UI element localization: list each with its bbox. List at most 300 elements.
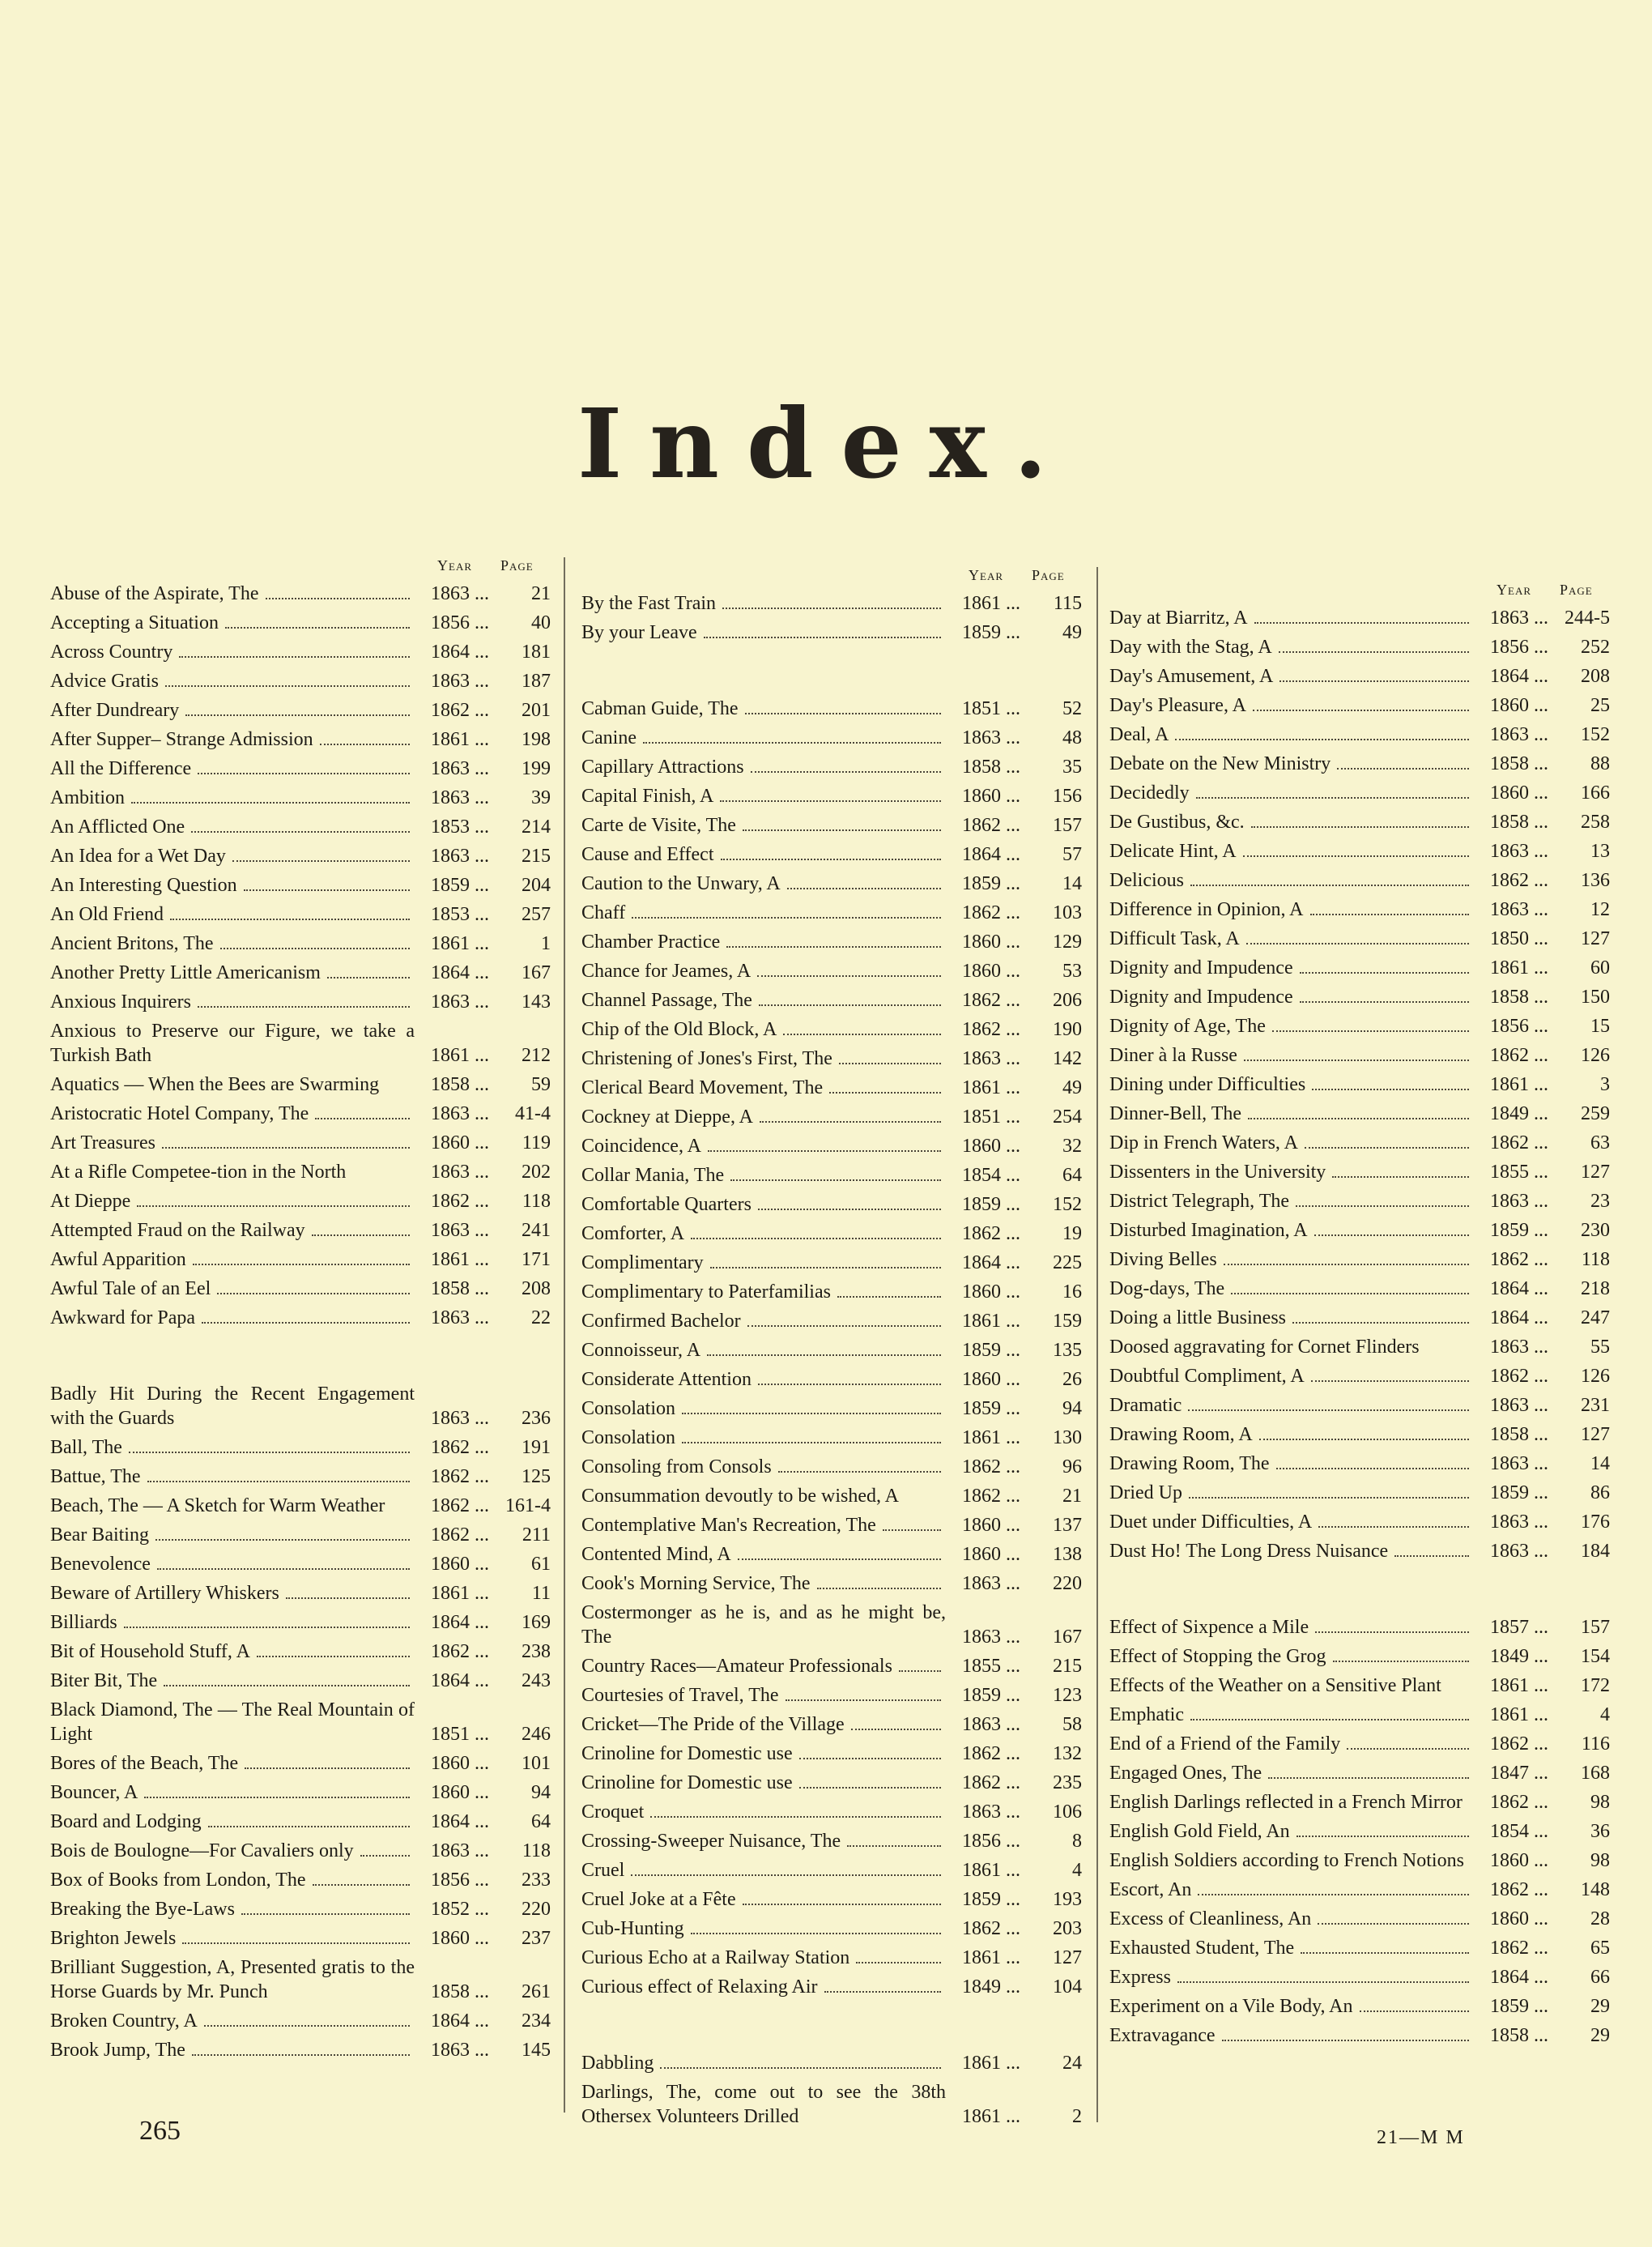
entry-page: 187 [522, 671, 551, 692]
index-entry [581, 930, 1084, 954]
dot-leader [758, 1192, 941, 1210]
entry-year: 1863 ... [1490, 1393, 1555, 1418]
entry-title: Dried Up [1109, 1482, 1182, 1503]
entry-page: 127 [1581, 1424, 1610, 1445]
index-entry [50, 1698, 552, 1746]
entry-year: 1860 ... [1490, 693, 1555, 718]
entry-label [1109, 1218, 1474, 1243]
entry-year: 1864 ... [431, 961, 496, 985]
dot-leader [286, 1581, 410, 1599]
letter-group-gap [581, 650, 1084, 697]
entry-year: 1859 ... [962, 1338, 1027, 1362]
entry-title: Complimentary [581, 1252, 704, 1273]
index-entry [50, 640, 552, 664]
dot-leader [1360, 1994, 1469, 2012]
entry-year: 1861 ... [431, 1581, 496, 1605]
entry-title: Deal, A [1109, 724, 1169, 745]
dot-leader [1333, 1644, 1469, 1662]
entry-year: 1864 ... [962, 842, 1027, 867]
entry-title: Doubtful Compliment, A [1109, 1366, 1305, 1387]
entry-title: Collar Mania, The [581, 1165, 725, 1186]
entry-page: 202 [522, 1162, 551, 1183]
dot-leader [217, 1277, 410, 1294]
entry-page: 88 [1590, 753, 1610, 774]
entry-year: 1861 ... [962, 1946, 1027, 1970]
entry-label [581, 1105, 946, 1129]
entry-label [50, 1639, 415, 1664]
dot-leader [1177, 1965, 1469, 1983]
entry-title: Doing a little Business [1109, 1307, 1286, 1328]
entry-title: English Soldiers according to French Notions [1109, 1850, 1464, 1871]
entry-year: 1860 ... [1490, 781, 1555, 805]
index-entry [1109, 1131, 1612, 1155]
entry-year: 1863 ... [1490, 1452, 1555, 1476]
entry-year: 1863 ... [431, 1406, 496, 1430]
entry-label [1109, 1907, 1474, 1931]
dot-leader [170, 902, 410, 920]
entry-page: 126 [1581, 1366, 1610, 1387]
index-entry [581, 1047, 1084, 1071]
entry-title: Day at Biarritz, A [1109, 608, 1248, 629]
dot-leader [691, 1917, 941, 1934]
index-entry [581, 620, 1084, 645]
entry-title: Bois de Boulogne—For Cavaliers only [50, 1840, 354, 1861]
entry-label [581, 1222, 946, 1246]
entry-label [50, 1751, 415, 1776]
dot-leader [124, 1610, 410, 1628]
entry-label [1109, 1102, 1474, 1126]
page-header: Page [1032, 567, 1065, 583]
entry-page: 14 [1062, 873, 1082, 894]
entry-title: Dip in French Waters, A [1109, 1132, 1298, 1153]
index-entry [581, 1251, 1084, 1275]
index-entry [50, 786, 552, 810]
index-entry [1109, 1014, 1612, 1038]
index-entry [581, 901, 1084, 925]
entry-title: Cub-Hunting [581, 1918, 684, 1939]
entry-year: 1862 ... [1490, 1732, 1555, 1756]
entry-year: 1862 ... [962, 1484, 1027, 1508]
entry-page: 104 [1053, 1976, 1082, 1998]
entry-page: 29 [1590, 2025, 1610, 2046]
index-entry [581, 1338, 1084, 1362]
entry-label [581, 1192, 946, 1217]
entry-year: 1863 ... [431, 990, 496, 1014]
entry-label [50, 1868, 415, 1892]
entry-page: 204 [522, 875, 551, 896]
entry-page: 176 [1581, 1512, 1610, 1533]
index-entry [581, 2051, 1084, 2075]
index-entry [1109, 927, 1612, 951]
entry-label [581, 1426, 946, 1450]
index-entry [1109, 1994, 1612, 2019]
entry-page: 3 [1600, 1074, 1610, 1095]
entry-title: At Dieppe [50, 1191, 131, 1212]
entry-label [50, 1019, 415, 1068]
entry-label [581, 1712, 946, 1737]
dot-leader [1259, 1422, 1469, 1440]
entry-page: 206 [1053, 990, 1082, 1011]
dot-leader [760, 1105, 941, 1123]
entry-title: Cook's Morning Service, The [581, 1573, 811, 1594]
entry-year: 1861 ... [431, 1043, 496, 1068]
entry-label [1109, 927, 1474, 951]
entry-title: Box of Books from London, The [50, 1870, 306, 1891]
dot-leader [1175, 723, 1469, 740]
column-rule-right [1096, 567, 1098, 2122]
index-entry [1109, 1306, 1612, 1330]
dot-leader [631, 1858, 941, 1876]
dot-leader [786, 1683, 941, 1701]
entry-page: 11 [531, 1583, 551, 1604]
entry-year: 1856 ... [431, 1868, 496, 1892]
entry-year: 1860 ... [431, 1131, 496, 1155]
entry-label [50, 1494, 415, 1518]
entry-title: Another Pretty Little Americanism [50, 962, 321, 983]
entry-title: Escort, An [1109, 1879, 1192, 1900]
entry-page: 2 [1072, 2106, 1082, 2127]
entry-label [1109, 781, 1474, 805]
index-entry [581, 959, 1084, 983]
index-entry [50, 844, 552, 868]
entry-year: 1863 ... [962, 1800, 1027, 1824]
index-entry [581, 1163, 1084, 1187]
entry-page: 166 [1581, 782, 1610, 804]
entry-page: 118 [522, 1840, 551, 1861]
entry-title: Contemplative Man's Recreation, The [581, 1515, 876, 1536]
entry-year: 1862 ... [431, 1465, 496, 1489]
entry-label [1109, 1510, 1474, 1534]
entry-label [1109, 1364, 1474, 1388]
entry-label [581, 1513, 946, 1537]
entry-title: Abuse of the Aspirate, The [50, 583, 259, 604]
entry-year: 1861 ... [962, 1426, 1027, 1450]
entry-label [50, 2038, 415, 2062]
dot-leader [1189, 1481, 1469, 1499]
dot-leader [743, 813, 941, 831]
entry-label [50, 698, 415, 723]
entry-year: 1851 ... [431, 1722, 496, 1746]
entry-title: Channel Passage, The [581, 990, 752, 1011]
dot-leader [1315, 1615, 1469, 1633]
entry-label [581, 930, 946, 954]
entry-label [50, 844, 415, 868]
entry-page: 52 [1062, 698, 1082, 719]
entry-page: 212 [522, 1045, 551, 1066]
entry-page: 98 [1590, 1850, 1610, 1871]
entry-label [1109, 1965, 1474, 1989]
entry-title: Delicate Hint, A [1109, 841, 1237, 862]
entry-label [1109, 1422, 1474, 1447]
index-entry [581, 842, 1084, 867]
entry-label [1109, 1994, 1474, 2019]
index-entry [581, 1654, 1084, 1678]
entry-label [1109, 1160, 1474, 1184]
index-entry [50, 2038, 552, 2062]
index-entry [1109, 2023, 1612, 2048]
entry-page: 252 [1581, 637, 1610, 658]
index-entry [1109, 1907, 1612, 1931]
dot-leader [137, 1189, 410, 1207]
entry-label [50, 1698, 415, 1746]
entry-year: 1859 ... [962, 1192, 1027, 1217]
entry-year: 1862 ... [962, 1222, 1027, 1246]
entry-title: After Dundreary [50, 700, 180, 721]
page-header: Page [1560, 582, 1593, 598]
entry-title: Dinner-Bell, The [1109, 1103, 1242, 1124]
entry-title: Diner à la Russe [1109, 1045, 1237, 1066]
entry-title: An Afflicted One [50, 817, 185, 838]
entry-label [581, 1047, 946, 1071]
index-entry [50, 1435, 552, 1460]
entry-year: 1862 ... [962, 1017, 1027, 1042]
entry-title: Emphatic [1109, 1704, 1184, 1725]
entry-page: 215 [1053, 1656, 1082, 1677]
dot-leader [1279, 635, 1469, 653]
index-entry [50, 1523, 552, 1547]
entry-page: 39 [531, 787, 551, 808]
entry-title: Comforter, A [581, 1223, 685, 1244]
dot-leader [1301, 1936, 1469, 1954]
entry-page: 118 [522, 1191, 551, 1212]
entry-page: 94 [1062, 1398, 1082, 1419]
entry-title: Experiment on a Vile Body, An [1109, 1996, 1353, 2017]
index-entry [50, 582, 552, 606]
entry-title: Exhausted Student, The [1109, 1938, 1295, 1959]
entry-title: English Darlings reflected in a French Mirror [1109, 1792, 1463, 1813]
entry-page: 243 [522, 1670, 551, 1691]
entry-label [581, 697, 946, 721]
entry-page: 157 [1581, 1617, 1610, 1638]
index-entry [1109, 1247, 1612, 1272]
entry-label [50, 582, 415, 606]
entry-title: Difficult Task, A [1109, 928, 1240, 949]
entry-year: 1858 ... [1490, 2023, 1555, 2048]
dot-leader [650, 1800, 941, 1818]
entry-title: Aquatics — When the Bees are Swarming [50, 1074, 380, 1095]
entry-year: 1864 ... [431, 1669, 496, 1693]
entry-label [1109, 1043, 1474, 1068]
entry-page: 94 [531, 1782, 551, 1803]
entry-label [1109, 1393, 1474, 1418]
entry-label [581, 2080, 946, 2129]
entry-year: 1849 ... [1490, 1644, 1555, 1669]
entry-page: 4 [1600, 1704, 1610, 1725]
entry-title: Christening of Jones's First, The [581, 1048, 832, 1069]
entry-label [1109, 1703, 1474, 1727]
index-entry [1109, 839, 1612, 863]
entry-title: Crinoline for Domestic use [581, 1743, 793, 1764]
entry-year: 1850 ... [1490, 927, 1555, 951]
index-entry [50, 757, 552, 781]
entry-page: 190 [1053, 1019, 1082, 1040]
index-entry [50, 1897, 552, 1921]
index-entry [1109, 606, 1612, 630]
dot-leader [883, 1513, 941, 1531]
entry-page: 118 [1581, 1249, 1610, 1270]
entry-label [1109, 1539, 1474, 1563]
entry-title: Day's Amusement, A [1109, 666, 1274, 687]
entry-title: Anxious to Preserve our Figure, we take a Turkish Bath [50, 1021, 415, 1066]
entry-label [1109, 1615, 1474, 1639]
entry-title: All the Difference [50, 758, 192, 779]
dot-leader [327, 961, 410, 979]
entry-label [581, 1858, 946, 1882]
entry-label [50, 1523, 415, 1547]
entry-page: 127 [1053, 1947, 1082, 1968]
dot-leader [266, 582, 411, 599]
index-entry [581, 813, 1084, 838]
entry-label [50, 786, 415, 810]
dot-leader [198, 757, 410, 774]
index-entry [581, 1601, 1084, 1649]
dot-leader [129, 1435, 410, 1453]
dot-leader [208, 1810, 410, 1827]
entry-year: 1862 ... [431, 1435, 496, 1460]
entry-label [50, 1610, 415, 1635]
entry-label [50, 1102, 415, 1126]
index-entry [50, 1247, 552, 1272]
entry-title: Contented Mind, A [581, 1544, 731, 1565]
entry-label [50, 1552, 415, 1576]
entry-title: Chamber Practice [581, 932, 721, 953]
entry-title: Disturbed Imagination, A [1109, 1220, 1308, 1241]
dot-leader [1224, 1247, 1469, 1265]
entry-page: 172 [1581, 1675, 1610, 1696]
index-entry [50, 2009, 552, 2033]
entry-label [1109, 1644, 1474, 1669]
index-entry [1109, 1277, 1612, 1301]
entry-page: 127 [1581, 928, 1610, 949]
entry-page: 137 [1053, 1515, 1082, 1536]
entry-label [581, 1163, 946, 1187]
entry-title: Drawing Room, A [1109, 1424, 1253, 1445]
entry-page: 127 [1581, 1162, 1610, 1183]
entry-title: Benevolence [50, 1554, 151, 1575]
dot-leader [165, 669, 410, 687]
entry-title: Crossing-Sweeper Nuisance, The [581, 1831, 841, 1852]
index-entry [50, 1189, 552, 1213]
entry-label [50, 961, 415, 985]
entry-title: An Interesting Question [50, 875, 237, 896]
index-entry [581, 1484, 1084, 1508]
entry-page: 244-5 [1565, 608, 1610, 629]
entry-page: 53 [1062, 961, 1082, 982]
entry-label [1109, 1189, 1474, 1213]
entry-year: 1861 ... [431, 1247, 496, 1272]
dot-leader [157, 1552, 410, 1570]
entry-label [581, 959, 946, 983]
entry-title: Cruel Joke at a Fête [581, 1889, 736, 1910]
dot-leader [147, 1465, 410, 1482]
entry-page: 14 [1590, 1453, 1610, 1474]
entry-page: 198 [522, 729, 551, 750]
entry-title: Ambition [50, 787, 126, 808]
entry-title: Dog-days, The [1109, 1278, 1225, 1299]
year-header: Year [969, 567, 1003, 583]
entry-year: 1854 ... [962, 1163, 1027, 1187]
entry-year: 1863 ... [962, 1571, 1027, 1596]
entry-page: 235 [1053, 1772, 1082, 1793]
dot-leader [745, 697, 941, 714]
entry-title: Considerate Attention [581, 1369, 751, 1390]
dot-leader [1246, 927, 1469, 944]
entry-title: Curious Echo at a Railway Station [581, 1947, 850, 1968]
dot-leader [1311, 1364, 1469, 1382]
index-entry [581, 1134, 1084, 1158]
dot-leader [244, 873, 410, 891]
entry-label [1109, 839, 1474, 863]
dot-leader [837, 1280, 941, 1298]
entry-label [50, 902, 415, 927]
entry-page: 86 [1590, 1482, 1610, 1503]
entry-page: 98 [1590, 1792, 1610, 1813]
entry-title: By the Fast Train [581, 593, 717, 614]
entry-page: 4 [1072, 1860, 1082, 1881]
entry-title: Bouncer, A [50, 1782, 138, 1803]
entry-page: 48 [1062, 727, 1082, 748]
index-entry [581, 726, 1084, 750]
entry-label [50, 640, 415, 664]
entry-page: 64 [1062, 1165, 1082, 1186]
entry-title: Cabman Guide, The [581, 698, 739, 719]
entry-page: 116 [1581, 1733, 1610, 1755]
index-entry [581, 1222, 1084, 1246]
index-entry [1109, 1965, 1612, 1989]
entry-year: 1862 ... [962, 1917, 1027, 1941]
entry-page: 193 [1053, 1889, 1082, 1910]
entry-year: 1860 ... [1490, 1848, 1555, 1873]
entry-title: Drawing Room, The [1109, 1453, 1270, 1474]
entry-year: 1864 ... [431, 2009, 496, 2033]
entry-year: 1861 ... [962, 2051, 1027, 2075]
dot-leader [643, 726, 941, 744]
entry-year: 1862 ... [1490, 1364, 1555, 1388]
index-entry [50, 1102, 552, 1126]
entry-page: 157 [1053, 815, 1082, 836]
letter-group-gap [1109, 1568, 1612, 1615]
column-rule-left [564, 557, 565, 2113]
entry-page: 159 [1053, 1311, 1082, 1332]
entry-page: 119 [522, 1132, 551, 1153]
entry-title: Biter Bit, The [50, 1670, 158, 1691]
index-column-2 [581, 567, 1084, 2134]
entry-title: Awful Tale of an Eel [50, 1278, 211, 1299]
index-entry [1109, 1218, 1612, 1243]
entry-year: 1860 ... [431, 1926, 496, 1951]
entry-label [581, 988, 946, 1013]
entry-label [581, 1309, 946, 1333]
entry-title: Effect of Stopping the Grog [1109, 1646, 1326, 1667]
entry-label [50, 1465, 415, 1489]
index-entry [50, 1494, 552, 1518]
index-entry [50, 1465, 552, 1489]
index-entry [581, 1917, 1084, 1941]
entry-title: An Old Friend [50, 904, 164, 925]
index-entry [50, 1639, 552, 1664]
entry-label [50, 1581, 415, 1605]
entry-title: Croquet [581, 1801, 645, 1823]
entry-year: 1863 ... [962, 1047, 1027, 1071]
dot-leader [220, 932, 410, 949]
entry-label [50, 1306, 415, 1330]
entry-label [581, 1367, 946, 1392]
entry-year: 1862 ... [962, 1742, 1027, 1766]
dot-leader [164, 1669, 410, 1686]
entry-label [1109, 1131, 1474, 1155]
dot-leader [185, 698, 410, 716]
index-entry [1109, 693, 1612, 718]
